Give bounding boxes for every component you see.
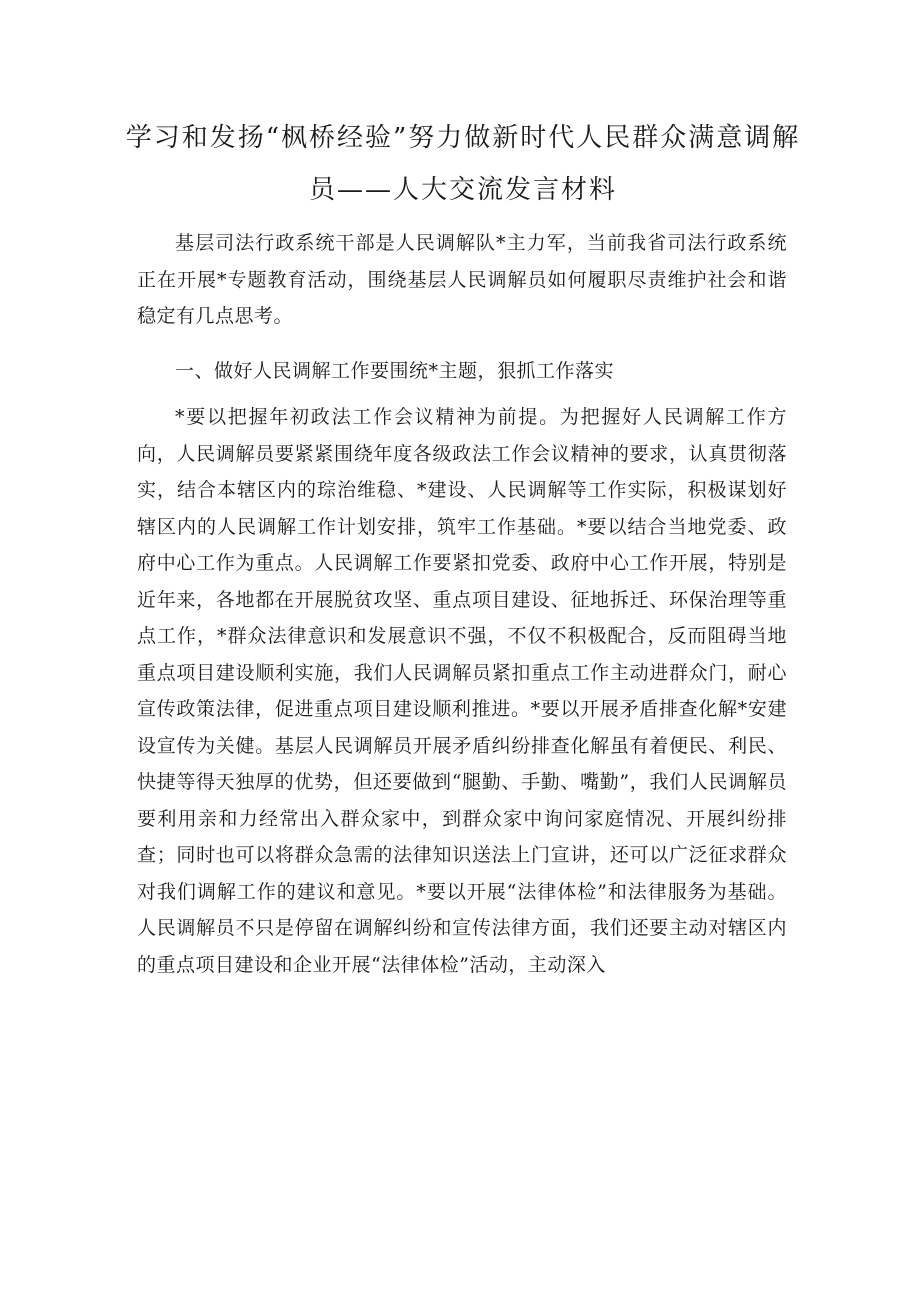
title-line-2: 员——人大交流发言材料 [308,175,617,205]
title-line-1: 学习和发扬“枫桥经验”努力做新时代人民群众满意调解 [125,123,801,153]
intro-paragraph: 基层司法行政系统干部是人民调解队*主力军，当前我省司法行政系统正在开展*专题教育活动，围绕基层人民调解员如何履职尽责维护社会和谐稳定有几点思考。 [137,232,787,327]
document-title [118,112,808,216]
section-heading-1: 一、做好人民调解工作要围统*主题，狠抓工作落实 [175,359,615,382]
document-body [137,225,787,983]
section-paragraph-1: *要以把握年初政法工作会议精神为前提。为把握好人民调解工作方向，人民调解员要紧紧围绕年度各级政法工作会议精神的要求，认真贯彻落实，结合本辖区内的琮治维稳、*建设、人民调解等工作实际，积极谋划好辖区内的人民调解工作计划安排，筑牢工作基础。*要以结合当地党委、政府中心工作为重点。人民调解工作要紧扣党委、政府中心工作开展，特别是近年来，各地都在开展脱贫攻坚、重点项目建设、征地拆迁、环保治理等重点工作，*群众法律意识和发展意识不强，不仅不积极配合，反而阻碍当地重点项目建设顺利实施，我们人民调解员紧扣重点工作主动进群众门，耐心宣传政策法律，促进重点项目建设顺利推进。*要以开展矛盾排查化解*安建设宣传为关健。基层人民调解员开展矛盾纠纷排查化解虽有着便民、利民、快捷等得天独厚的优势，但还要做到“腿勤、手勤、嘴勤”，我们人民调解员要利用亲和力经常出入群众家中，到群众家中询问家庭情况、开展纠纷排查；同时也可以将群众急需的法律知识送法上门宣讲，还可以广泛征求群众对我们调解工作的建议和意见。*要以开展“法律体检”和法律服务为基础。人民调解员不只是停留在调解纠纷和宣传法律方面，我们还要主动对辖区内的重点项目建设和企业开展“法律体检”活动，主动深入 [137,406,787,976]
